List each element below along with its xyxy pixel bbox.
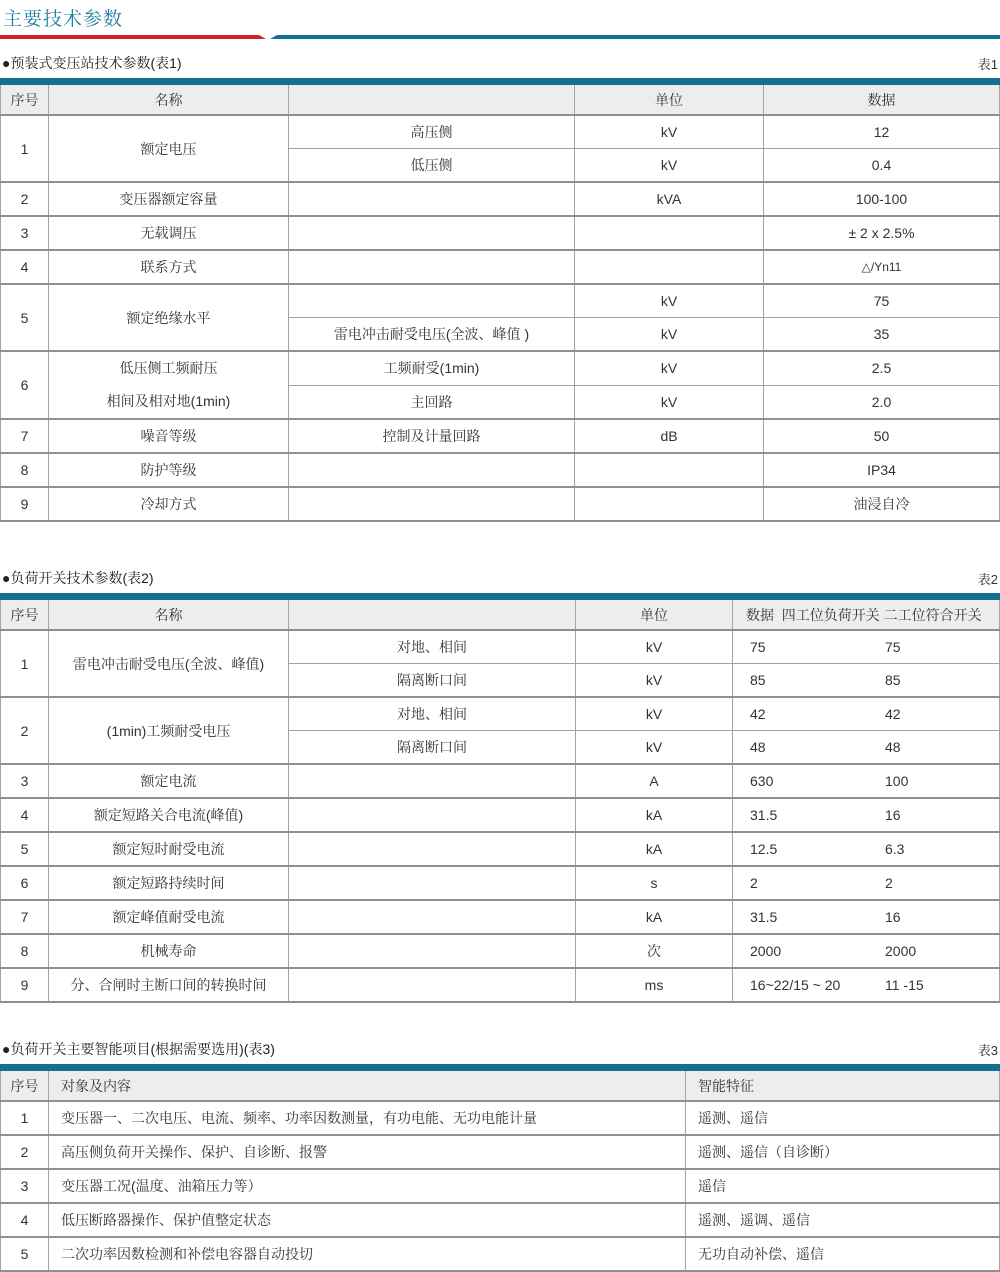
params-table-2 (0, 600, 1000, 1003)
sub-cell (289, 934, 576, 968)
table-row (1, 216, 1000, 250)
params-table-1 (0, 85, 1000, 522)
name-line-1: 低压侧工频耐压 (119, 360, 218, 376)
sub-cell (289, 968, 576, 1002)
name-cell: 额定电压 (49, 115, 289, 182)
table-row (1, 115, 1000, 149)
value-four-position: 85 (750, 672, 766, 688)
name-cell: (1min)工频耐受电压 (49, 697, 289, 764)
content-cell: 变压器工况(温度、油箱压力等） (49, 1169, 686, 1203)
value-four-position: 2000 (750, 943, 782, 959)
unit-cell: A (576, 764, 733, 798)
seq-cell: 2 (1, 182, 49, 216)
table-row (1, 630, 1000, 664)
name-cell: 冷却方式 (49, 487, 289, 521)
seq-cell: 5 (1, 1237, 49, 1271)
value-cell: 12 (764, 115, 1000, 149)
table-row (1, 1203, 1000, 1237)
name-cell: 额定绝缘水平 (49, 284, 289, 351)
value-four-position: 31.5 (750, 909, 778, 925)
sub-cell (289, 453, 575, 487)
value-cell (733, 968, 1000, 1002)
sub-cell: 高压侧 (289, 115, 575, 149)
table-row (1, 866, 1000, 900)
name-cell: 额定短路持续时间 (49, 866, 289, 900)
unit-cell: kA (576, 832, 733, 866)
section2-caption: ●负荷开关技术参数(表2) (2, 570, 154, 586)
value-two-position: 16 (885, 807, 901, 823)
table-row (1, 900, 1000, 934)
table-row (1, 453, 1000, 487)
col-header-unit: 单位 (575, 85, 764, 115)
value-cell (733, 630, 1000, 664)
table-row (1, 351, 1000, 385)
col-header-seq: 序号 (1, 600, 49, 630)
page-title: 主要技术参数 (3, 9, 124, 30)
col-header-data: 数据 (764, 85, 1000, 115)
sub-cell: 低压侧 (289, 149, 575, 183)
sub-cell: 主回路 (289, 385, 575, 419)
sub-cell: 对地、相间 (289, 630, 576, 664)
sub-cell (289, 216, 575, 250)
sub-cell: 控制及计量回路 (289, 419, 575, 453)
value-two-position: 2 (885, 875, 893, 891)
seq-cell: 2 (1, 697, 49, 764)
value-four-position: 16~22/15 ~ 20 (750, 977, 841, 993)
col-header-subname (289, 600, 576, 630)
seq-cell: 7 (1, 900, 49, 934)
title-underline-teal (270, 35, 1000, 39)
unit-cell: kV (575, 149, 764, 183)
value-cell: ± 2 x 2.5% (764, 216, 1000, 250)
name-cell: 雷电冲击耐受电压(全波、峰值) (49, 630, 289, 697)
sub-cell: 工频耐受(1min) (289, 351, 575, 385)
seq-cell: 7 (1, 419, 49, 453)
content-cell: 高压侧负荷开关操作、保护、自诊断、报警 (49, 1135, 686, 1169)
table-row (1, 798, 1000, 832)
seq-cell: 1 (1, 115, 49, 182)
feature-cell: 遥测、遥信 (686, 1101, 1000, 1135)
feature-cell: 遥测、遥调、遥信 (686, 1203, 1000, 1237)
value-two-position: 42 (885, 706, 901, 722)
table-row (1, 250, 1000, 284)
seq-cell: 5 (1, 832, 49, 866)
value-cell: 2.0 (764, 385, 1000, 419)
value-two-position: 16 (885, 909, 901, 925)
value-four-position: 42 (750, 706, 766, 722)
seq-cell: 9 (1, 968, 49, 1002)
unit-cell: kV (576, 731, 733, 765)
table-row (1, 697, 1000, 731)
sub-cell (289, 832, 576, 866)
col-header-data-variants: 数据 四工位负荷开关 二工位符合开关 (733, 600, 1000, 630)
value-cell (733, 731, 1000, 765)
seq-cell: 1 (1, 630, 49, 697)
section1-caption-row (2, 53, 998, 73)
unit-cell: kV (575, 385, 764, 419)
value-cell: 油浸自冷 (764, 487, 1000, 521)
section3-caption-row (2, 1039, 998, 1059)
value-two-position: 6.3 (885, 841, 905, 857)
unit-cell: dB (575, 419, 764, 453)
value-two-position: 11 -15 (885, 977, 924, 993)
value-cell: 0.4 (764, 149, 1000, 183)
table-row (1, 487, 1000, 521)
name-cell: 额定短路关合电流(峰值) (49, 798, 289, 832)
value-four-position: 12.5 (750, 841, 778, 857)
seq-cell: 8 (1, 453, 49, 487)
value-four-position: 2 (750, 875, 758, 891)
seq-cell: 3 (1, 1169, 49, 1203)
col-header-content: 对象及内容 (49, 1071, 686, 1101)
content-cell: 低压断路器操作、保护值整定状态 (49, 1203, 686, 1237)
value-cell: 75 (764, 284, 1000, 318)
params-table-3 (0, 1071, 1000, 1272)
section-table1 (0, 53, 1000, 522)
feature-cell: 无功自动补偿、遥信 (686, 1237, 1000, 1271)
unit-cell: kV (576, 630, 733, 664)
sub-cell: 对地、相间 (289, 697, 576, 731)
sub-cell (289, 182, 575, 216)
section3-accent-bar (0, 1064, 1000, 1071)
value-cell: △/Yn11 (764, 250, 1000, 284)
sub-cell (289, 487, 575, 521)
unit-cell: kV (576, 664, 733, 698)
name-cell: 噪音等级 (49, 419, 289, 453)
name-cell: 防护等级 (49, 453, 289, 487)
table-row (1, 284, 1000, 318)
value-cell: IP34 (764, 453, 1000, 487)
name-cell: 额定短时耐受电流 (49, 832, 289, 866)
feature-cell: 遥信 (686, 1169, 1000, 1203)
table-row (1, 419, 1000, 453)
unit-cell: kVA (575, 182, 764, 216)
section3-table-tag: 表3 (977, 1043, 998, 1058)
value-cell (733, 866, 1000, 900)
table2-header-row (1, 600, 1000, 630)
section1-table-tag: 表1 (977, 57, 998, 72)
col-header-seq: 序号 (1, 85, 49, 115)
section1-caption: ●预装式变压站技术参数(表1) (2, 55, 182, 71)
seq-cell: 6 (1, 866, 49, 900)
title-underline-red (0, 35, 266, 39)
unit-cell: kA (576, 900, 733, 934)
unit-cell (575, 453, 764, 487)
value-four-position: 630 (750, 773, 774, 789)
seq-cell: 3 (1, 764, 49, 798)
seq-cell: 4 (1, 1203, 49, 1237)
name-cell (49, 351, 289, 419)
content-cell: 二次功率因数检测和补偿电容器自动投切 (49, 1237, 686, 1271)
value-cell: 2.5 (764, 351, 1000, 385)
unit-cell: kV (575, 115, 764, 149)
table-row (1, 1135, 1000, 1169)
name-cell: 额定电流 (49, 764, 289, 798)
value-four-position: 75 (750, 639, 766, 655)
col-header-name: 名称 (49, 85, 289, 115)
table-row (1, 1169, 1000, 1203)
value-cell: 35 (764, 318, 1000, 352)
section1-accent-bar (0, 78, 1000, 85)
sub-cell: 雷电冲击耐受电压(全波、峰值 ) (289, 318, 575, 352)
seq-cell: 1 (1, 1101, 49, 1135)
table-row (1, 764, 1000, 798)
value-cell (733, 832, 1000, 866)
table-row (1, 182, 1000, 216)
unit-cell (575, 216, 764, 250)
sub-cell (289, 866, 576, 900)
seq-cell: 2 (1, 1135, 49, 1169)
section2-caption-row (2, 568, 998, 588)
unit-cell: kV (576, 697, 733, 731)
value-two-position: 75 (885, 639, 901, 655)
seq-cell: 4 (1, 798, 49, 832)
table1-header-row (1, 85, 1000, 115)
name-cell: 联系方式 (49, 250, 289, 284)
section2-table-tag: 表2 (977, 572, 998, 587)
seq-cell: 9 (1, 487, 49, 521)
section-table3 (0, 1039, 1000, 1272)
name-cell: 无载调压 (49, 216, 289, 250)
section-table2 (0, 568, 1000, 1003)
value-cell (733, 798, 1000, 832)
seq-cell: 5 (1, 284, 49, 351)
value-cell (733, 764, 1000, 798)
sub-cell (289, 900, 576, 934)
unit-cell: kA (576, 798, 733, 832)
name-cell: 额定峰值耐受电流 (49, 900, 289, 934)
unit-cell (575, 487, 764, 521)
sub-cell: 隔离断口间 (289, 664, 576, 698)
value-four-position: 31.5 (750, 807, 778, 823)
sub-cell (289, 798, 576, 832)
value-cell: 100-100 (764, 182, 1000, 216)
value-two-position: 100 (885, 773, 909, 789)
col-header-feature: 智能特征 (686, 1071, 1000, 1101)
name-cell: 机械寿命 (49, 934, 289, 968)
seq-cell: 6 (1, 351, 49, 419)
unit-cell: kV (575, 318, 764, 352)
seq-cell: 3 (1, 216, 49, 250)
value-cell (733, 697, 1000, 731)
title-underline (0, 35, 1000, 39)
value-two-position: 85 (885, 672, 901, 688)
col-header-unit: 单位 (576, 600, 733, 630)
table-row (1, 832, 1000, 866)
value-cell: 50 (764, 419, 1000, 453)
unit-cell: kV (575, 284, 764, 318)
value-cell (733, 934, 1000, 968)
content-cell: 变压器一、二次电压、电流、频率、功率因数测量，有功电能、无功电能计量 (49, 1101, 686, 1135)
sub-cell (289, 764, 576, 798)
name-cell: 分、合闸时主断口间的转换时间 (49, 968, 289, 1002)
table-row (1, 1237, 1000, 1271)
value-four-position: 48 (750, 739, 766, 755)
sub-cell (289, 250, 575, 284)
feature-cell: 遥测、遥信（自诊断） (686, 1135, 1000, 1169)
section2-accent-bar (0, 593, 1000, 600)
seq-cell: 8 (1, 934, 49, 968)
seq-cell: 4 (1, 250, 49, 284)
table-row (1, 1101, 1000, 1135)
unit-cell (575, 250, 764, 284)
value-cell (733, 664, 1000, 698)
table3-header-row (1, 1071, 1000, 1101)
sub-cell (289, 284, 575, 318)
section3-caption: ●负荷开关主要智能项目(根据需要选用)(表3) (2, 1041, 275, 1057)
sub-cell: 隔离断口间 (289, 731, 576, 765)
col-header-name: 名称 (49, 600, 289, 630)
unit-cell: s (576, 866, 733, 900)
col-header-seq: 序号 (1, 1071, 49, 1101)
table-row (1, 968, 1000, 1002)
value-two-position: 2000 (885, 943, 917, 959)
table-row (1, 934, 1000, 968)
value-two-position: 48 (885, 739, 901, 755)
col-header-subname (289, 85, 575, 115)
unit-cell: ms (576, 968, 733, 1002)
name-line-2: 相间及相对地(1min) (106, 393, 231, 409)
unit-cell: kV (575, 351, 764, 385)
unit-cell: 次 (576, 934, 733, 968)
name-cell: 变压器额定容量 (49, 182, 289, 216)
value-cell (733, 900, 1000, 934)
